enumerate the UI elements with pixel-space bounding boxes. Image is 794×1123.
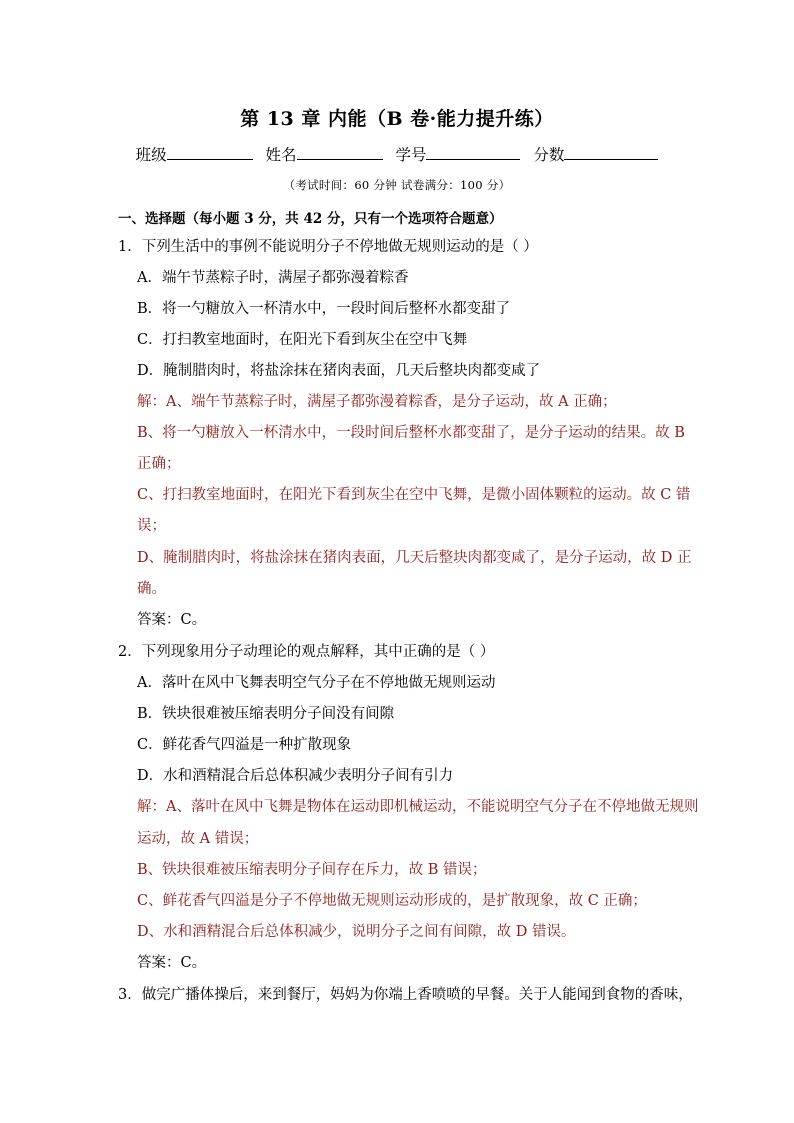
q1-option-d: D．腌制腊肉时，将盐涂抹在猪肉表面，几天后整块肉都变咸了 (137, 363, 541, 379)
name-blank (297, 145, 383, 160)
student-id-label: 学号 (395, 146, 427, 164)
score-blank (564, 145, 658, 160)
q1-option-c: C．打扫教室地面时，在阳光下看到灰尘在空中飞舞 (137, 332, 468, 348)
q1-stem: 1．下列生活中的事例不能说明分子不停地做无规则运动的是（ ） (118, 239, 538, 255)
q1-option-a: A．端午节蒸粽子时，满屋子都弥漫着粽香 (137, 270, 409, 286)
student-id-field (395, 143, 520, 165)
student-info-row (0, 143, 794, 165)
q2-option-d: D．水和酒精混合后总体积减少表明分子间有引力 (137, 768, 454, 784)
q2-option-a: A．落叶在风中飞舞表明空气分子在不停地做无规则运动 (137, 675, 496, 691)
q2-stem: 2．下列现象用分子动理论的观点解释，其中正确的是（ ） (118, 644, 495, 660)
q1-solution-line: C、打扫教室地面时，在阳光下看到灰尘在空中飞舞，是微小固体颗粒的运动。故 C 错 (137, 487, 691, 503)
q2-solution-line: B、铁块很难被压缩表明分子间存在斥力，故 B 错误； (137, 862, 487, 878)
section-heading: 一、选择题（每小题 3 分，共 42 分，只有一个选项符合题意） (118, 211, 503, 227)
student-id-blank (426, 145, 520, 160)
q2-solution-line: 运动，故 A 错误； (137, 831, 259, 847)
q1-option-b: B．将一勺糖放入一杯清水中，一段时间后整杯水都变甜了 (137, 301, 511, 317)
exam-meta: （考试时间：60 分钟 试卷满分：100 分） (283, 178, 511, 192)
q2-solution-line: C、鲜花香气四溢是分子不停地做无规则运动形成的，是扩散现象，故 C 正确； (137, 893, 647, 909)
document-title: 第 13 章 内能（B 卷·能力提升练） (240, 108, 554, 130)
q2-option-c: C．鲜花香气四溢是一种扩散现象 (137, 737, 352, 753)
q1-solution-line: 误； (137, 518, 166, 534)
q2-option-b: B．铁块很难被压缩表明分子间没有间隙 (137, 706, 395, 722)
class-field (136, 143, 253, 165)
name-field (266, 143, 383, 165)
q1-solution-line: 解：A、端午节蒸粽子时，满屋子都弥漫着粽香，是分子运动，故 A 正确； (137, 394, 617, 410)
q2-answer: 答案：C。 (137, 955, 207, 971)
q3-stem: 3．做完广播体操后，来到餐厅，妈妈为你端上香喷喷的早餐。关于人能闻到食物的香味， (118, 987, 693, 1003)
q2-solution-line: 解：A、落叶在风中飞舞是物体在运动即机械运动，不能说明空气分子在不停地做无规则 (137, 799, 699, 815)
class-blank (167, 145, 253, 160)
name-label: 姓名 (265, 146, 297, 164)
score-label: 分数 (533, 146, 565, 164)
q1-solution-line: D、腌制腊肉时，将盐涂抹在猪肉表面，几天后整块肉都变咸了，是分子运动，故 D 正 (137, 550, 692, 566)
q1-solution-line: B、将一勺糖放入一杯清水中，一段时间后整杯水都变甜了，是分子运动的结果。故 B (137, 425, 685, 441)
q2-solution-line: D、水和酒精混合后总体积减少，说明分子之间有间隙，故 D 错误。 (137, 924, 576, 940)
class-label: 班级 (135, 146, 167, 164)
q1-solution-line: 确。 (137, 581, 166, 597)
q1-solution-line: 正确； (137, 456, 181, 472)
q1-answer: 答案：C。 (137, 612, 207, 628)
score-field (533, 143, 658, 165)
